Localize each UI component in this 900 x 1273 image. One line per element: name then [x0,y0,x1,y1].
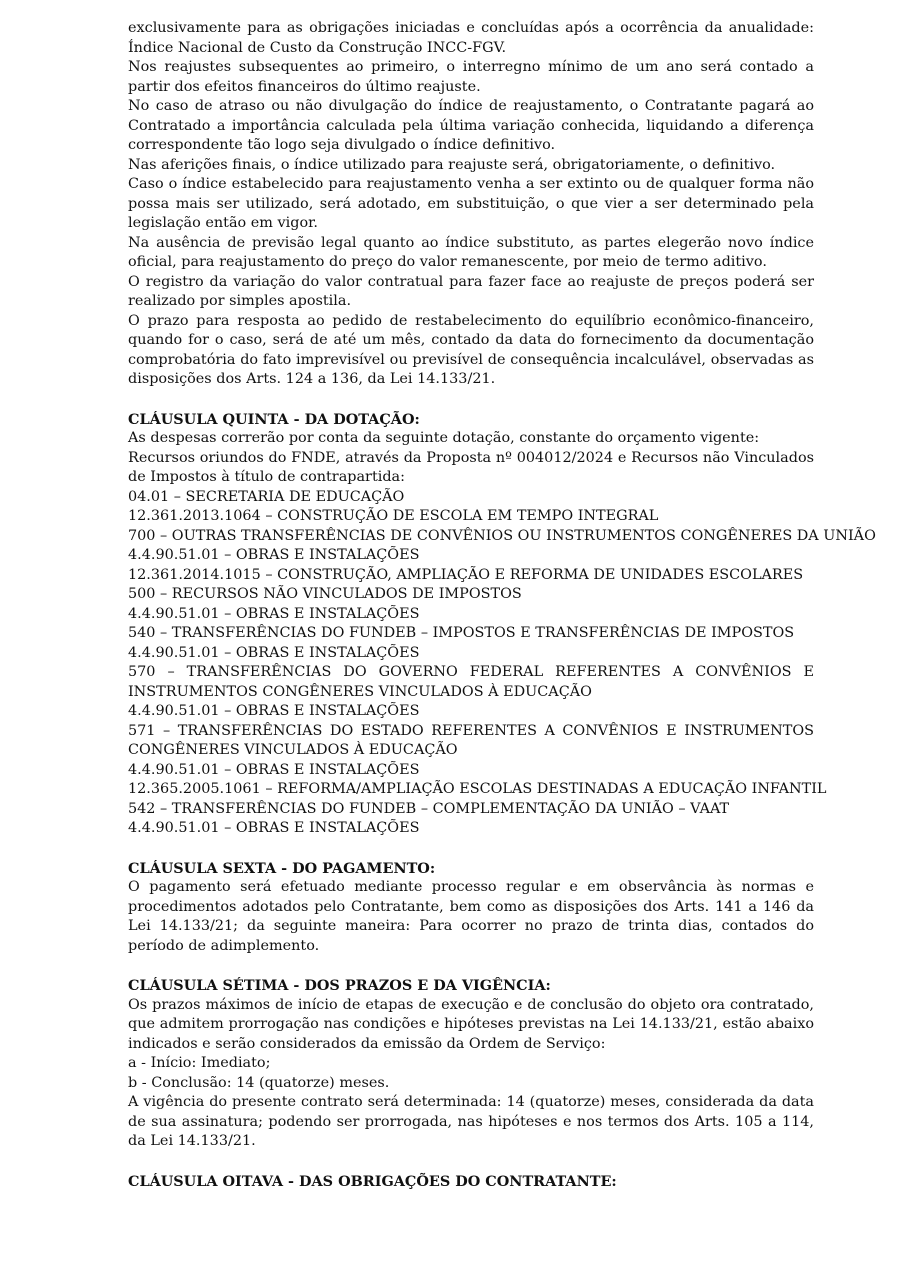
dotacao-line: 4.4.90.51.01 – OBRAS E INSTALAÇÕES [128,703,420,719]
dotacao-line: 4.4.90.51.01 – OBRAS E INSTALAÇÕES [128,761,420,778]
paragraph-registro-variacao: O registro da variação do valor contratual para fazer face ao reajuste de preços poderá ser realizado por simples apostila. [128,273,814,309]
clause-setima [128,976,814,1152]
dotacao-line: 700 – OUTRAS TRANSFERÊNCIAS DE CONVÊNIOS OU INSTRUMENTOS CONGÊNERES DA UNIÃO [128,527,876,544]
dotacao-line: 542 – TRANSFERÊNCIAS DO FUNDEB – COMPLEMENTAÇÃO DA UNIÃO – VAAT [128,800,730,817]
paragraph-indice-extinto: Caso o índice estabelecido para reajustamento venha a ser extinto ou de qualquer forma não possa mais ser utilizado, será adotado, em substituição, o que vier a ser determinado pela legislação então em vigor. [128,176,814,231]
clause-setima-item-a: a - Início: Imediato; [128,1055,271,1071]
dotacao-line: 12.361.2013.1064 – CONSTRUÇÃO DE ESCOLA EM TEMPO INTEGRAL [128,508,659,524]
dotacao-line: 4.4.90.51.01 – OBRAS E INSTALAÇÕES [128,820,420,836]
paragraph-reajustes-subsequentes: Nos reajustes subsequentes ao primeiro, o interregno mínimo de um ano será contado a partir dos efeitos financeiros do último reajuste. [128,59,814,95]
clause-oitava [128,1172,814,1192]
intro-section [128,19,814,390]
paragraph-afericoes-finais: Nas aferições finais, o índice utilizado para reajuste será, obrigatoriamente, o definitivo. [128,156,776,173]
paragraph-atraso-indice: No caso de atraso ou não divulgação do índice de reajustamento, o Contratante pagará ao Contratado a importância calculada pela última variação conhecida, liquidando a diferença correspondente tão logo seja divulgado o índice definitivo. [128,98,814,153]
clause-sexta-text: O pagamento será efetuado mediante processo regular e em observância às normas e procedimentos adotados pelo Contratante, bem como as disposições dos Arts. 141 a 146 da Lei 14.133/21; da seguinte maneira: Para ocorrer no prazo de trinta dias, contados do período de adimplemento. [128,879,814,954]
clause-quinta-title: CLÁUSULA QUINTA - DA DOTAÇÃO: [128,410,420,428]
clause-setima-text: Os prazos máximos de início de etapas de execução e de conclusão do objeto ora contratado, que admitem prorrogação nas condições e hipóteses previstas na Lei 14.133/21, estão abaixo indicados e serão considerados da emissão da Ordem de Serviço: [128,996,814,1052]
clause-sexta-title: CLÁUSULA SEXTA - DO PAGAMENTO: [128,859,436,877]
paragraph-prazo-resposta: O prazo para resposta ao pedido de restabelecimento do equilíbrio econômico-financeiro, quando for o caso, será de até um mês, contado da data do fornecimento da documentação comprobatória do fato imprevisível ou previsível de consequência incalculável, observadas as disposições dos Arts. 124 a 136, da Lei 14.133/21. [128,312,814,387]
paragraph-indice: exclusivamente para as obrigações iniciadas e concluídas após a ocorrência da anualidade: Índice Nacional de Custo da Construção INCC-FGV. [128,20,814,56]
paragraph-ausencia-previsao: Na ausência de previsão legal quanto ao índice substituto, as partes elegerão novo índice oficial, para reajustamento do preço do valor remanescente, por meio de termo aditivo. [128,234,814,270]
dotacao-line: 12.361.2014.1015 – CONSTRUÇÃO, AMPLIAÇÃO E REFORMA DE UNIDADES ESCOLARES [128,566,804,583]
dotacao-line: 04.01 – SECRETARIA DE EDUCAÇÃO [128,488,405,505]
dotacao-line: 4.4.90.51.01 – OBRAS E INSTALAÇÕES [128,605,420,622]
dotacao-line: 4.4.90.51.01 – OBRAS E INSTALAÇÕES [128,644,420,661]
dotacao-line: 570 – TRANSFERÊNCIAS DO GOVERNO FEDERAL REFERENTES A CONVÊNIOS E INSTRUMENTOS CONGÊNERES VINCULADOS À EDUCAÇÃO [128,664,814,700]
clause-setima-title: CLÁUSULA SÉTIMA - DOS PRAZOS E DA VIGÊNCIA: [128,977,551,994]
dotacao-line: 540 – TRANSFERÊNCIAS DO FUNDEB – IMPOSTOS E TRANSFERÊNCIAS DE IMPOSTOS [128,625,795,641]
dotacao-line: 571 – TRANSFERÊNCIAS DO ESTADO REFERENTES A CONVÊNIOS E INSTRUMENTOS CONGÊNERES VINCULADOS À EDUCAÇÃO [128,722,814,758]
clause-quinta-recursos: Recursos oriundos do FNDE, através da Proposta nº 004012/2024 e Recursos não Vinculados de Impostos à título de contrapartida: [128,449,814,485]
dotacao-line: 500 – RECURSOS NÃO VINCULADOS DE IMPOSTOS [128,586,522,602]
clause-quinta [128,410,876,839]
clause-quinta-intro: As despesas correrão por conta da seguinte dotação, constante do orçamento vigente: [128,430,760,446]
clause-setima-vigencia: A vigência do presente contrato será determinada: 14 (quatorze) meses, considerada da data de sua assinatura; podendo ser prorrogada, nas hipóteses e nos termos dos Arts. 105 a 114, da Lei 14.133/21. [128,1094,814,1149]
clause-setima-item-b: b - Conclusão: 14 (quatorze) meses. [128,1074,390,1091]
clause-oitava-title: CLÁUSULA OITAVA - DAS OBRIGAÇÕES DO CONTRATANTE: [128,1172,617,1190]
dotacao-line: 12.365.2005.1061 – REFORMA/AMPLIAÇÃO ESCOLAS DESTINADAS A EDUCAÇÃO INFANTIL [128,781,827,797]
dotacao-line: 4.4.90.51.01 – OBRAS E INSTALAÇÕES [128,547,420,563]
clause-sexta [128,859,814,957]
